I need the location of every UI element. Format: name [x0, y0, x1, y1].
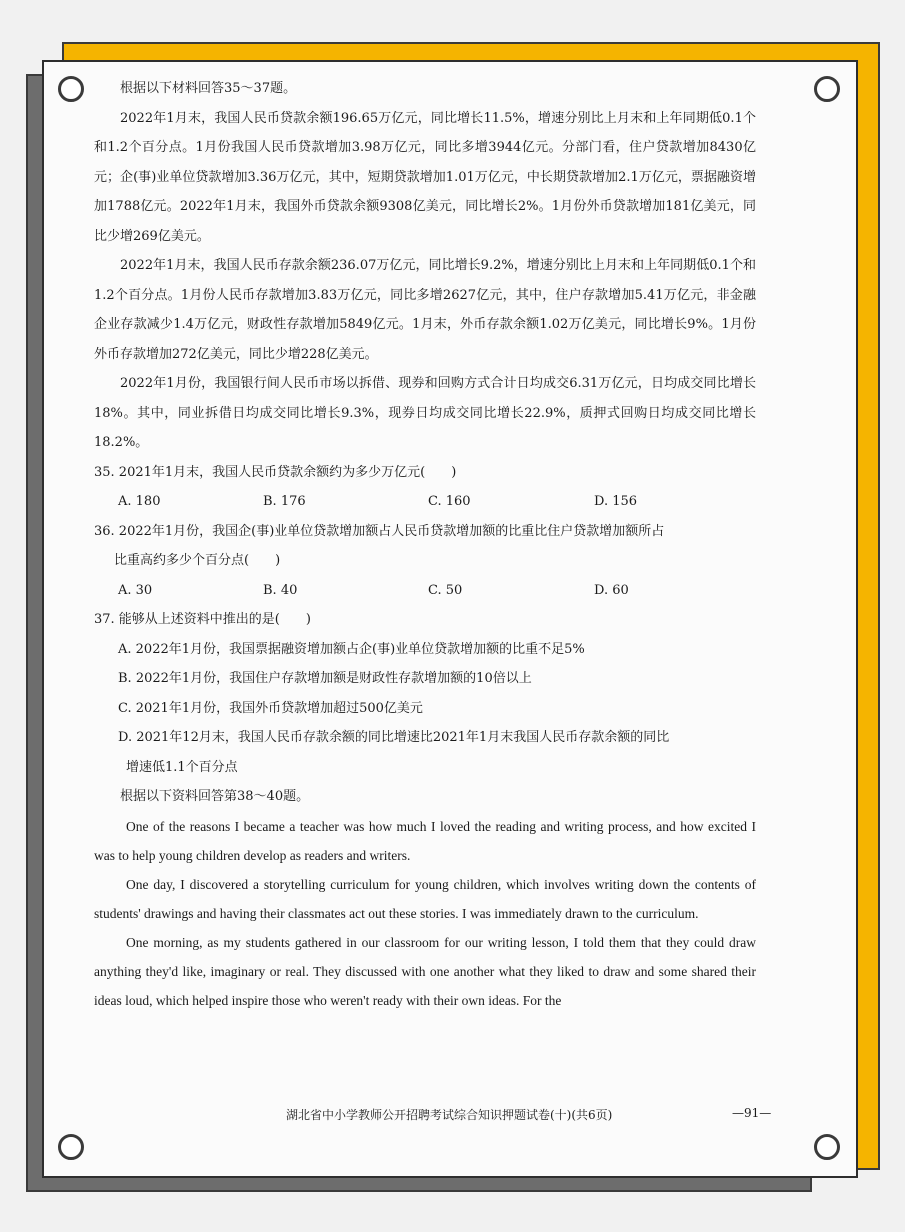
q35-option-d: D. 156 — [594, 494, 638, 509]
material-intro: 根据以下材料回答35～37题。 — [120, 81, 297, 96]
q36-option-b: B. 40 — [263, 582, 298, 598]
question-35-options — [94, 487, 756, 517]
binder-hole-top-left — [58, 76, 84, 102]
q37-option-d: D. 2021年12月末，我国人民币存款余额的同比增速比2021年1月末我国人民币存款余额的同比 — [118, 730, 670, 745]
english-paragraph-1: One of the reasons I became a teacher was how much I loved the reading and writing process, and how excited I was to help young children develop as readers and writers. — [94, 818, 756, 863]
material-intro-2: 根据以下资料回答第38～40题。 — [120, 789, 310, 804]
binder-hole-bottom-left — [58, 1134, 84, 1160]
q36-option-d: D. 60 — [594, 582, 629, 598]
question-36-cont: 比重高约多少个百分点( ) — [114, 553, 281, 568]
binder-hole-top-right — [814, 76, 840, 102]
q37-option-c: C. 2021年1月份，我国外币贷款增加超过500亿美元 — [118, 700, 423, 716]
q35-option-a: A. 180 — [118, 494, 161, 509]
q36-option-a: A. 30 — [118, 582, 153, 598]
english-paragraph-2: One day, I discovered a storytelling curriculum for young children, which involves writing down the contents of students' drawings and having their classmates act out these stories. I was immediately drawn to the curriculum. — [94, 876, 756, 921]
page-number: —91— — [732, 1106, 772, 1120]
question-36-options — [94, 576, 756, 606]
question-37: 37. 能够从上述资料中推出的是( ) — [94, 612, 311, 627]
paragraph-loans: 2022年1月末，我国人民币贷款余额196.65万亿元，同比增长11.5%，增速分别比上月末和上年同期低0.1个和1.2个百分点。1月份我国人民币贷款增加3.98万亿元，同比多增3944亿元。分部门看，住户贷款增加8430亿元；企(事)业单位贷款增加3.36万亿元，其中，短期贷款增加1.01万亿元，中长期贷款增加2.1万亿元，票据融资增加1788亿元。2022年1月末，我国外币贷款余额9308亿美元，同比增长2%。1月份外币贷款增加181亿美元，同比少增269亿美元。 — [94, 110, 756, 244]
exam-content — [94, 74, 756, 1015]
paragraph-interbank: 2022年1月份，我国银行间人民币市场以拆借、现券和回购方式合计日均成交6.31万亿元，日均成交同比增长18%。其中，同业拆借日均成交同比增长9.3%，现券日均成交同比增长22.9%，质押式回购日均成交同比增长18.2%。 — [94, 376, 756, 450]
q35-option-b: B. 176 — [263, 494, 306, 509]
q37-option-b: B. 2022年1月份，我国住户存款增加额是财政性存款增加额的10倍以上 — [118, 671, 532, 686]
q36-option-c: C. 50 — [428, 582, 463, 598]
question-36: 36. 2022年1月份，我国企(事)业单位贷款增加额占人民币贷款增加额的比重比住户贷款增加额所占 — [94, 523, 665, 539]
binder-hole-bottom-right — [814, 1134, 840, 1160]
question-35: 35. 2021年1月末，我国人民币贷款余额约为多少万亿元( ) — [94, 464, 457, 480]
q37-option-a: A. 2022年1月份，我国票据融资增加额占企(事)业单位贷款增加额的比重不足5% — [118, 641, 585, 657]
footer-title: 湖北省中小学教师公开招聘考试综合知识押题试卷(十)(共6页) — [286, 1108, 613, 1122]
q37-option-d-cont: 增速低1.1个百分点 — [126, 759, 238, 775]
english-paragraph-3: One morning, as my students gathered in our classroom for our writing lesson, I told them that they could draw anything they'd like, imaginary or real. They discussed with one another what they liked to draw and some shared their ideas loud, which helped inspire those who weren't ready with their own ideas. For the — [94, 934, 756, 1008]
paragraph-deposits: 2022年1月末，我国人民币存款余额236.07万亿元，同比增长9.2%，增速分别比上月末和上年同期低0.1个和1.2个百分点。1月份人民币存款增加3.83万亿元，同比多增2627亿元，其中，住户存款增加5.41万亿元，非金融企业存款减少1.4万亿元，财政性存款增加5849亿元。1月末，外币存款余额1.02万亿美元，同比增长9%。1月份外币存款增加272亿美元，同比少增228亿美元。 — [94, 258, 756, 362]
q35-option-c: C. 160 — [428, 494, 471, 509]
